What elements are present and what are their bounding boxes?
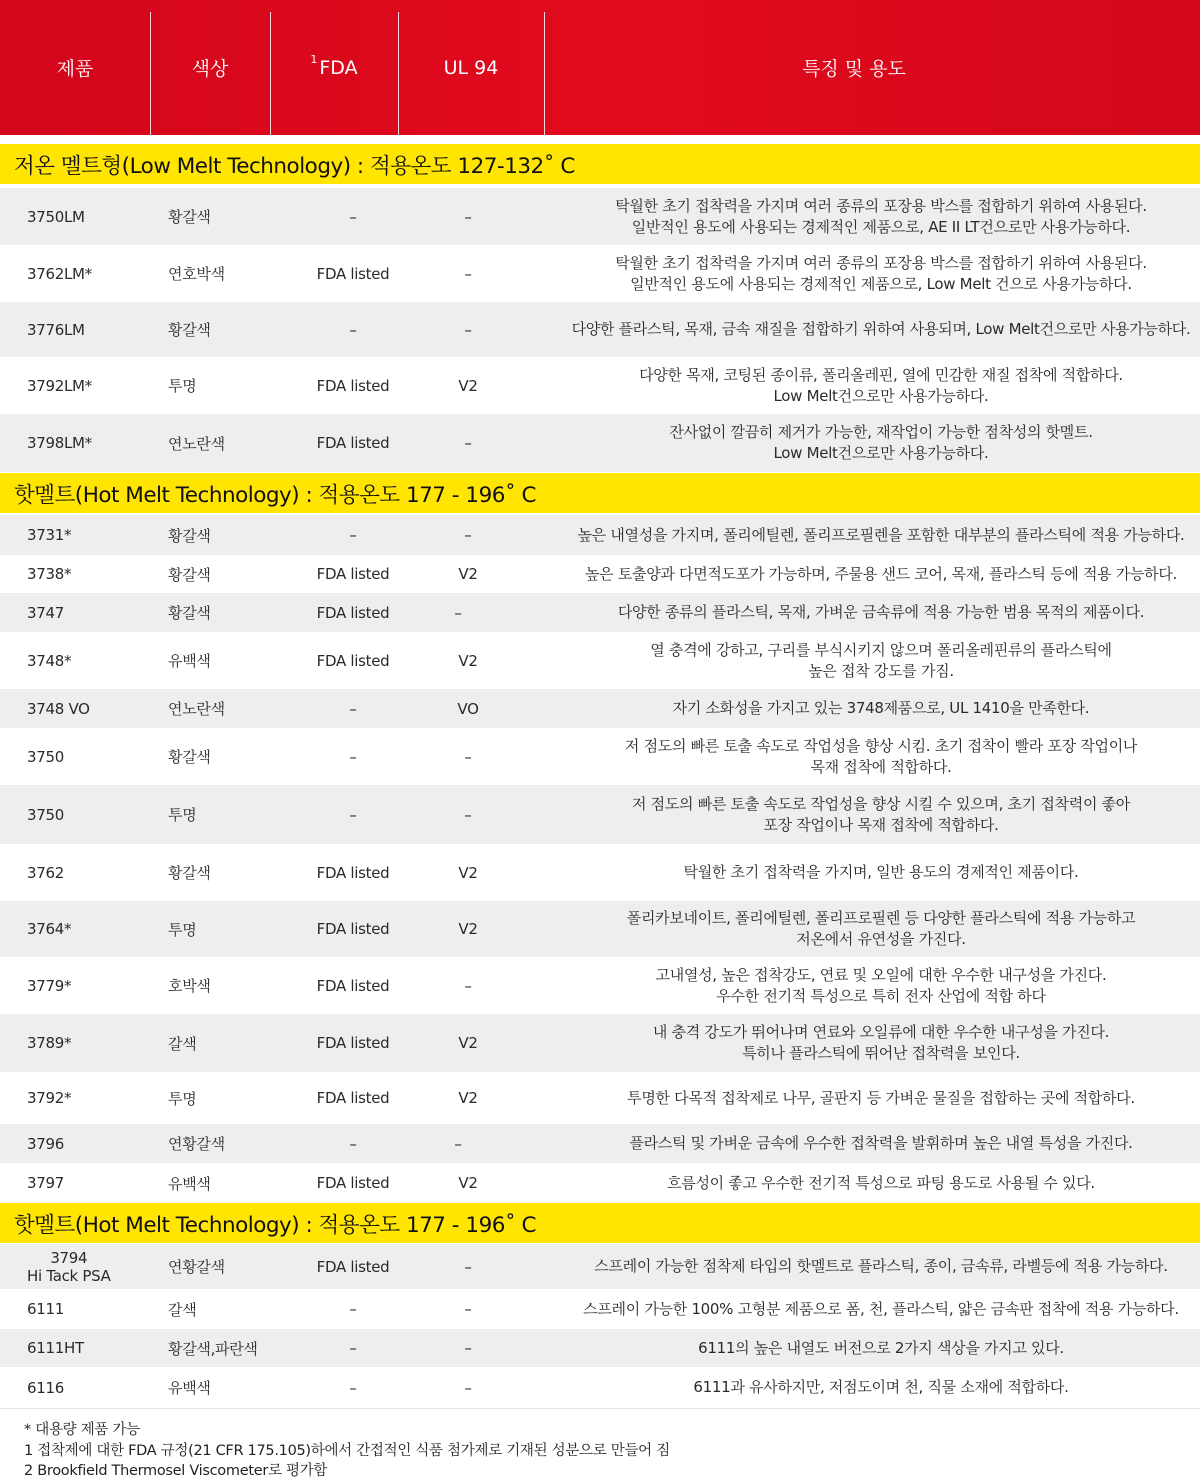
desc-cell bbox=[566, 1244, 1196, 1289]
footnotes bbox=[24, 1420, 670, 1482]
product-cell: 3762 bbox=[27, 863, 64, 882]
desc-line: 폴리카보네이트, 폴리에틸렌, 폴리프로필렌 등 다양한 플라스틱에 적용 가능하고 bbox=[626, 909, 1136, 927]
desc-line: Low Melt건으로만 사용가능하다. bbox=[773, 444, 989, 462]
ul-cell: – bbox=[464, 747, 472, 766]
table-row bbox=[0, 357, 1200, 414]
fda-cell: – bbox=[349, 1339, 357, 1357]
product-cell: 3779* bbox=[27, 976, 72, 995]
color-cell: 유백색 bbox=[168, 1174, 211, 1193]
ul-cell: – bbox=[454, 1134, 462, 1153]
ul-cell: – bbox=[464, 207, 472, 226]
color-cell: 황갈색 bbox=[168, 208, 211, 226]
section-title: 저온 멜트형(Low Melt Technology) : 적용온도 127-132˚ C bbox=[14, 153, 575, 179]
product-cell: 3750 bbox=[27, 805, 64, 824]
color-cell: 연황갈색 bbox=[168, 1135, 225, 1153]
fda-cell: – bbox=[349, 526, 357, 544]
product-cell: 3747 bbox=[27, 603, 64, 622]
ul-cell: – bbox=[464, 320, 472, 339]
product-cell: 6116 bbox=[27, 1378, 64, 1397]
color-cell: 연노란색 bbox=[168, 434, 225, 453]
table-row bbox=[0, 1329, 1200, 1367]
product-cell: 3762LM* bbox=[27, 264, 92, 283]
fda-cell: FDA listed bbox=[316, 1034, 390, 1052]
fda-cell: – bbox=[349, 320, 357, 339]
fda-cell: FDA listed bbox=[316, 603, 390, 622]
color-cell: 연노란색 bbox=[168, 700, 225, 718]
desc-line: 저 점도의 빠른 토출 속도로 작업성을 향상 시킬 수 있으며, 초기 접착력이 좋아 bbox=[632, 794, 1130, 813]
desc-line: 잔사없이 깔끔히 제거가 가능한, 재작업이 가능한 점착성의 핫멜트. bbox=[669, 423, 1093, 441]
ul-cell: V2 bbox=[458, 1174, 478, 1192]
desc-cell bbox=[566, 728, 1196, 785]
table-row bbox=[0, 1124, 1200, 1163]
desc-cell bbox=[566, 632, 1196, 689]
desc-line: 저온에서 유연성을 가진다. bbox=[796, 930, 966, 948]
fda-cell: – bbox=[349, 1134, 357, 1153]
color-cell: 갈색 bbox=[168, 1300, 197, 1319]
product-cell: 3750LM bbox=[27, 207, 85, 226]
section-heading-low-melt bbox=[0, 144, 1200, 184]
desc-line: 높은 접착 강도를 가짐. bbox=[808, 661, 954, 680]
fda-cell: – bbox=[349, 207, 357, 226]
color-cell: 투명 bbox=[168, 920, 197, 939]
section-heading-hot-melt bbox=[0, 473, 1200, 513]
fda-cell: FDA listed bbox=[316, 920, 390, 938]
table-row bbox=[0, 1244, 1200, 1289]
ul-cell: – bbox=[464, 434, 472, 452]
product-cell: 3750 bbox=[27, 747, 64, 766]
color-cell: 유백색 bbox=[168, 652, 211, 670]
desc-line: 일반적인 용도에 사용되는 경제적인 제품으로, Low Melt 건으로 사용가능하다. bbox=[630, 274, 1132, 293]
ul-cell: V2 bbox=[458, 863, 478, 882]
desc-cell bbox=[566, 1289, 1196, 1329]
color-cell: 연호박색 bbox=[168, 265, 225, 283]
desc-line: 스프레이 가능한 점착제 타입의 핫멜트로 플라스틱, 종이, 금속류, 라벨등에 적용 가능하다. bbox=[594, 1257, 1168, 1275]
desc-line: 탁월한 초기 접착력을 가지며 여러 종류의 포장용 박스를 접합하기 위하여 사용된다. bbox=[615, 253, 1147, 272]
desc-line: 탁월한 초기 접착력을 가지며, 일반 용도의 경제적인 제품이다. bbox=[683, 863, 1079, 881]
color-cell: 투명 bbox=[168, 806, 197, 824]
desc-cell bbox=[566, 1163, 1196, 1203]
desc-cell bbox=[566, 1329, 1196, 1367]
color-cell: 연황갈색 bbox=[168, 1258, 225, 1276]
ul-cell: – bbox=[464, 1378, 472, 1397]
header-ul-label: UL 94 bbox=[443, 56, 499, 79]
fda-cell: FDA listed bbox=[316, 651, 390, 670]
ul-cell: – bbox=[464, 1257, 472, 1276]
product-cell: 3796 bbox=[27, 1134, 64, 1153]
desc-line: 목재 접착에 적합하다. bbox=[810, 757, 952, 776]
product-cell: 3792* bbox=[27, 1089, 72, 1107]
product-cell: 3797 bbox=[27, 1174, 64, 1192]
desc-cell bbox=[566, 1014, 1196, 1072]
table-row bbox=[0, 1289, 1200, 1329]
table-row bbox=[0, 1014, 1200, 1072]
fda-cell: – bbox=[349, 747, 357, 766]
color-cell: 황갈색 bbox=[168, 864, 211, 882]
desc-line: 내 충격 강도가 뛰어나며 연료와 오일류에 대한 우수한 내구성을 가진다. bbox=[652, 1023, 1110, 1041]
ul-cell: VO bbox=[457, 699, 479, 718]
product-cell: 3738* bbox=[27, 565, 72, 583]
section-title: 핫멜트(Hot Melt Technology) : 적용온도 177 - 196˚ C bbox=[14, 482, 537, 508]
header-ul bbox=[398, 0, 544, 135]
desc-line: 높은 내열성을 가지며, 폴리에틸렌, 폴리프로필렌을 포함한 대부분의 플라스틱에 적용 가능하다. bbox=[577, 525, 1185, 544]
desc-cell bbox=[566, 302, 1196, 357]
table-row bbox=[0, 302, 1200, 357]
color-cell: 유백색 bbox=[168, 1379, 211, 1397]
header-fda-label: FDA bbox=[319, 56, 358, 79]
fda-cell: – bbox=[349, 1378, 357, 1397]
desc-line: 저 점도의 빠른 토출 속도로 작업성을 향상 시킴. 초기 접착이 빨라 포장 작업이나 bbox=[624, 736, 1138, 755]
desc-cell bbox=[566, 357, 1196, 414]
desc-cell bbox=[566, 1367, 1196, 1408]
desc-line: 자기 소화성을 가지고 있는 3748제품으로, UL 1410을 만족한다. bbox=[672, 699, 1090, 717]
product-cell: 3776LM bbox=[27, 320, 85, 339]
ul-cell: – bbox=[464, 1339, 472, 1357]
product-cell: 3764* bbox=[27, 920, 72, 938]
ul-cell: – bbox=[464, 1300, 472, 1318]
table-row bbox=[0, 728, 1200, 785]
desc-cell bbox=[566, 1072, 1196, 1124]
header-fda-footnote-mark: 1 bbox=[310, 53, 318, 66]
table-row bbox=[0, 1163, 1200, 1203]
color-cell: 황갈색 bbox=[168, 526, 211, 545]
desc-line: 다양한 플라스틱, 목재, 금속 재질을 접합하기 위하여 사용되며, Low Melt건으로만 사용가능하다. bbox=[571, 320, 1191, 338]
fda-cell: FDA listed bbox=[316, 863, 390, 882]
fda-cell: – bbox=[349, 1300, 357, 1318]
desc-line: 특히나 플라스틱에 뛰어난 접착력을 보인다. bbox=[742, 1044, 1020, 1062]
desc-line: 탁월한 초기 접착력을 가지며 여러 종류의 포장용 박스를 접합하기 위하여 사용된다. bbox=[615, 196, 1147, 215]
table-row bbox=[0, 414, 1200, 472]
desc-cell bbox=[566, 555, 1196, 593]
product-cell: 3748* bbox=[27, 651, 72, 670]
fda-cell: – bbox=[349, 699, 357, 718]
section-title: 핫멜트(Hot Melt Technology) : 적용온도 177 - 196˚ C bbox=[14, 1212, 537, 1238]
color-cell: 황갈색 bbox=[168, 748, 211, 766]
desc-cell bbox=[566, 689, 1196, 728]
desc-cell bbox=[566, 245, 1196, 302]
table-row bbox=[0, 844, 1200, 901]
table-header bbox=[0, 0, 1200, 135]
table-row bbox=[0, 632, 1200, 689]
ul-cell: V2 bbox=[458, 920, 478, 938]
fda-cell: FDA listed bbox=[316, 434, 390, 452]
desc-line: 포장 작업이나 목재 접착에 적합하다. bbox=[763, 815, 999, 834]
ul-cell: V2 bbox=[458, 651, 478, 670]
desc-line: 높은 토출양과 다면적도포가 가능하며, 주물용 샌드 코어, 목재, 플라스틱 등에 적용 가능하다. bbox=[584, 564, 1178, 583]
ul-cell: – bbox=[454, 603, 462, 622]
desc-line: 일반적인 용도에 사용되는 경제적인 제품으로, AE II LT건으로만 사용가능하다. bbox=[631, 217, 1131, 236]
header-fda bbox=[270, 0, 398, 135]
color-cell: 황갈색 bbox=[168, 604, 211, 622]
color-cell: 투명 bbox=[168, 1089, 197, 1108]
ul-cell: – bbox=[464, 976, 472, 995]
product-cell: 6111 bbox=[27, 1300, 64, 1318]
desc-cell bbox=[566, 593, 1196, 632]
color-cell: 투명 bbox=[168, 377, 197, 395]
desc-cell bbox=[566, 515, 1196, 555]
ul-cell: V2 bbox=[458, 376, 478, 395]
desc-line: 열 충격에 강하고, 구리를 부식시키지 않으며 폴리올레핀류의 플라스틱에 bbox=[650, 640, 1112, 659]
ul-cell: V2 bbox=[458, 1034, 478, 1052]
fda-cell: FDA listed bbox=[316, 264, 390, 283]
desc-cell bbox=[566, 844, 1196, 901]
product-cell: 3789* bbox=[27, 1034, 72, 1052]
desc-line: 다양한 종류의 플라스틱, 목재, 가벼운 금속류에 적용 가능한 범용 목적의 제품이다. bbox=[617, 603, 1145, 621]
desc-cell bbox=[566, 188, 1196, 245]
fda-cell: – bbox=[349, 805, 357, 824]
table-row bbox=[0, 689, 1200, 728]
ul-cell: – bbox=[464, 805, 472, 824]
table-row bbox=[0, 957, 1200, 1014]
fda-cell: FDA listed bbox=[316, 376, 390, 395]
desc-line: 흐름성이 좋고 우수한 전기적 특성으로 파팅 용도로 사용될 수 있다. bbox=[667, 1173, 1095, 1192]
ul-cell: – bbox=[464, 526, 472, 544]
footnote-viscometer: 2 Brookfield Thermosel Viscometer로 평가함 bbox=[24, 1463, 328, 1479]
fda-cell: FDA listed bbox=[316, 1257, 390, 1276]
fda-cell: FDA listed bbox=[316, 1174, 390, 1192]
color-cell: 호박색 bbox=[168, 977, 211, 995]
desc-line: 고내열성, 높은 접착강도, 연료 및 오일에 대한 우수한 내구성을 가진다. bbox=[655, 965, 1107, 984]
desc-cell bbox=[566, 785, 1196, 844]
header-desc bbox=[544, 0, 1164, 135]
table-row bbox=[0, 785, 1200, 844]
product-cell: 3792LM* bbox=[27, 376, 92, 395]
desc-line: 다양한 목재, 코팅된 종이류, 폴리올레핀, 열에 민감한 재질 접착에 적합하다. bbox=[639, 365, 1123, 384]
color-cell: 황갈색 bbox=[168, 321, 211, 339]
section-heading-hot-melt-spray bbox=[0, 1203, 1200, 1243]
desc-line: 투명한 다목적 접착제로 나무, 골판지 등 가벼운 물질을 접합하는 곳에 적합하다. bbox=[627, 1088, 1135, 1107]
table-row bbox=[0, 1367, 1200, 1409]
fda-cell: FDA listed bbox=[316, 976, 390, 995]
product-cell: 6111HT bbox=[27, 1339, 84, 1357]
ul-cell: V2 bbox=[458, 565, 478, 583]
table-row bbox=[0, 245, 1200, 302]
footnote-fda: 1 접착제에 대한 FDA 규정(21 CFR 175.105)하에서 간접적인 식품 첨가제로 기재된 성분으로 만들어 짐 bbox=[24, 1442, 670, 1459]
desc-cell bbox=[566, 901, 1196, 957]
ul-cell: – bbox=[464, 264, 472, 283]
header-color bbox=[150, 0, 270, 135]
table-row bbox=[0, 593, 1200, 632]
header-desc-label: 특징 및 용도 bbox=[802, 58, 906, 80]
color-cell: 갈색 bbox=[168, 1034, 197, 1053]
table-row bbox=[0, 1072, 1200, 1124]
footnote-bulk: * 대용량 제품 가능 bbox=[24, 1422, 140, 1438]
fda-cell: FDA listed bbox=[316, 565, 390, 583]
desc-cell bbox=[566, 414, 1196, 472]
header-color-label: 색상 bbox=[191, 58, 229, 80]
desc-line: 6111의 높은 내열도 버전으로 2가지 색상을 가지고 있다. bbox=[698, 1338, 1064, 1357]
product-cell: 3731* bbox=[27, 526, 72, 544]
header-product bbox=[0, 0, 150, 135]
product-cell: 3798LM* bbox=[27, 434, 92, 452]
desc-line: 6111과 유사하지만, 저점도이며 천, 직물 소재에 적합하다. bbox=[693, 1378, 1069, 1396]
table-row bbox=[0, 515, 1200, 555]
header-product-label: 제품 bbox=[56, 58, 94, 80]
table-row bbox=[0, 555, 1200, 593]
product-line: 3794 bbox=[50, 1248, 88, 1267]
table-row bbox=[0, 901, 1200, 957]
desc-cell bbox=[566, 1124, 1196, 1163]
color-cell: 황갈색,파란색 bbox=[168, 1339, 258, 1358]
desc-line: Low Melt건으로만 사용가능하다. bbox=[773, 386, 989, 405]
desc-line: 스프레이 가능한 100% 고형분 제품으로 폼, 천, 플라스틱, 얇은 금속판 접착에 적용 가능하다. bbox=[583, 1299, 1179, 1318]
color-cell: 황갈색 bbox=[168, 565, 211, 584]
ul-cell: V2 bbox=[458, 1089, 478, 1107]
desc-line: 플라스틱 및 가벼운 금속에 우수한 접착력을 발휘하며 높은 내열 특성을 가진다. bbox=[629, 1134, 1133, 1152]
product-cell: 3748 VO bbox=[27, 699, 90, 718]
fda-cell: FDA listed bbox=[316, 1089, 390, 1107]
desc-cell bbox=[566, 957, 1196, 1014]
product-line: Hi Tack PSA bbox=[27, 1266, 111, 1285]
table-row bbox=[0, 188, 1200, 245]
product-cell bbox=[27, 1244, 111, 1289]
desc-line: 우수한 전기적 특성으로 특히 전자 산업에 적합 하다 bbox=[716, 986, 1046, 1005]
